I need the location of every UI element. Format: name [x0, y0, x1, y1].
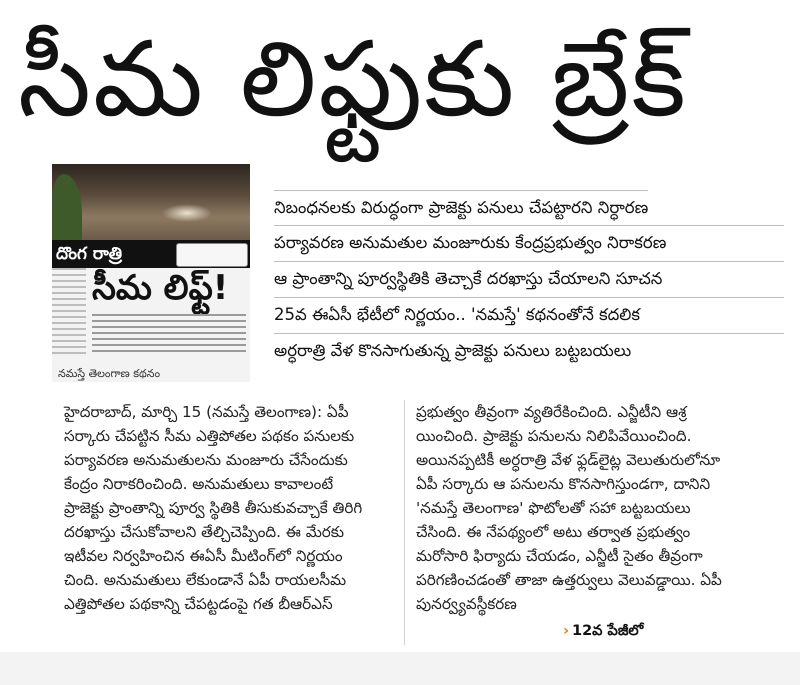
thumbnail-kicker: దొంగ రాత్రి [56, 244, 123, 264]
summary-point: ఆ ప్రాంతాన్ని పూర్వస్థితికి తెచ్చాకే దరఖాస్తు చేయాలని సూచన [274, 269, 663, 288]
body-line: కేంద్రం నిరాకరించింది. అనుమతులు కావాలంటే [64, 475, 334, 493]
thumbnail-caption: నమస్తే తెలంగాణ కథనం [58, 367, 161, 380]
thumbnail-text-lines [92, 314, 246, 354]
body-line: 'నమస్తే తెలంగాణ' ఫొటోలతో సహా బట్టబయలు [416, 499, 691, 517]
body-line: యించింది. ప్రాజెక్టు పనులను నిలిపివేయించింది. [416, 427, 692, 445]
continued-label: 12వ పేజీలో [571, 623, 644, 639]
continued-on-page [563, 623, 643, 643]
floodlight-glow [162, 204, 212, 222]
body-line: సర్కారు చేపట్టిన సీమ ఎత్తిపోతల పథకం పనులకు [64, 427, 355, 445]
body-line: ఎత్తిపోతల పథకాన్ని చేపట్టడంపై గత బీఆర్‌ఎస్ [64, 595, 333, 613]
body-line: పర్యావరణ అనుమతులను మంజూరు చేసేందుకు [64, 451, 348, 469]
night-photo [52, 164, 250, 240]
body-line: మరోసారి ఫిర్యాదు చేయడం, ఎన్జీటీ సైతం తీవ్రంగా [416, 547, 703, 565]
thumbnail-big-title: సీమ లిఫ్ట్! [92, 268, 229, 308]
body-line: పునర్వ్యవస్థీకరణ [416, 595, 517, 613]
body-line: దరఖాస్తు చేసుకోవాలని తేల్చిచెప్పింది. ఈ మేరకు [64, 523, 344, 541]
body-line: పరిగణించడంతో తాజా ఉత్తర్వులు వెలువడ్డాయి. ఏపీ [416, 571, 722, 589]
body-line: చేసింది. ఈ నేపథ్యంలో అటు తర్వాత ప్రభుత్వం [416, 523, 691, 541]
chevron-right-icon: › [563, 623, 569, 639]
summary-point: అర్ధరాత్రి వేళ కొనసాగుతున్న ప్రాజెక్టు పనులు బట్టబయలు [274, 341, 632, 360]
body-line: ప్రభుత్వం తీవ్రంగా వ్యతిరేకించింది. ఎన్జీటీని ఆశ్ర [416, 403, 687, 421]
article-body-right [416, 400, 786, 616]
body-line: ఏపీ సర్కారు ఆ పనులను కొనసాగిస్తుండగా, దానిని [416, 475, 711, 493]
summary-point: 25వ ఈఏసీ భేటీలో నిర్ణయం.. 'నమస్తే' కథనంతోనే కదలిక [274, 305, 641, 324]
thumbnail-side-text [52, 268, 86, 358]
body-line: అయినప్పటికీ అర్ధరాత్రి వేళ ఫ్లడ్‌లైట్ల వెలుతురులోనూ [416, 451, 721, 469]
body-line: హైదరాబాద్, మార్చి 15 (నమస్తే తెలంగాణ): ఏపీ [64, 403, 349, 421]
article-body-left [64, 400, 396, 616]
thumbnail-bubble [176, 243, 248, 267]
body-line: ప్రాజెక్టు ప్రాంతాన్ని పూర్వ స్థితికి తీసుకువచ్చాకే తిరిగి [64, 499, 363, 517]
body-line: ఇటీవల నిర్వహించిన ఈఏసీ మీటింగ్‌లో నిర్ణయం [64, 547, 343, 565]
body-line: చింది. అనుమతులు లేకుండానే ఏపీ రాయలసీమ [64, 571, 347, 589]
tree-shape [52, 174, 82, 240]
summary-point: నిబంధనలకు విరుద్ధంగా ప్రాజెక్టు పనులు చేపట్టారని నిర్ధారణ [274, 190, 648, 225]
summary-point: పర్యావరణ అనుమతుల మంజూరుకు కేంద్రప్రభుత్వం నిరాకరణ [274, 233, 667, 252]
clipping-thumbnail [52, 164, 250, 382]
column-divider [404, 400, 405, 645]
headline: సీమ లిఫ్టుకు బ్రేక్ [18, 18, 688, 140]
page-bottom-margin [0, 652, 800, 685]
